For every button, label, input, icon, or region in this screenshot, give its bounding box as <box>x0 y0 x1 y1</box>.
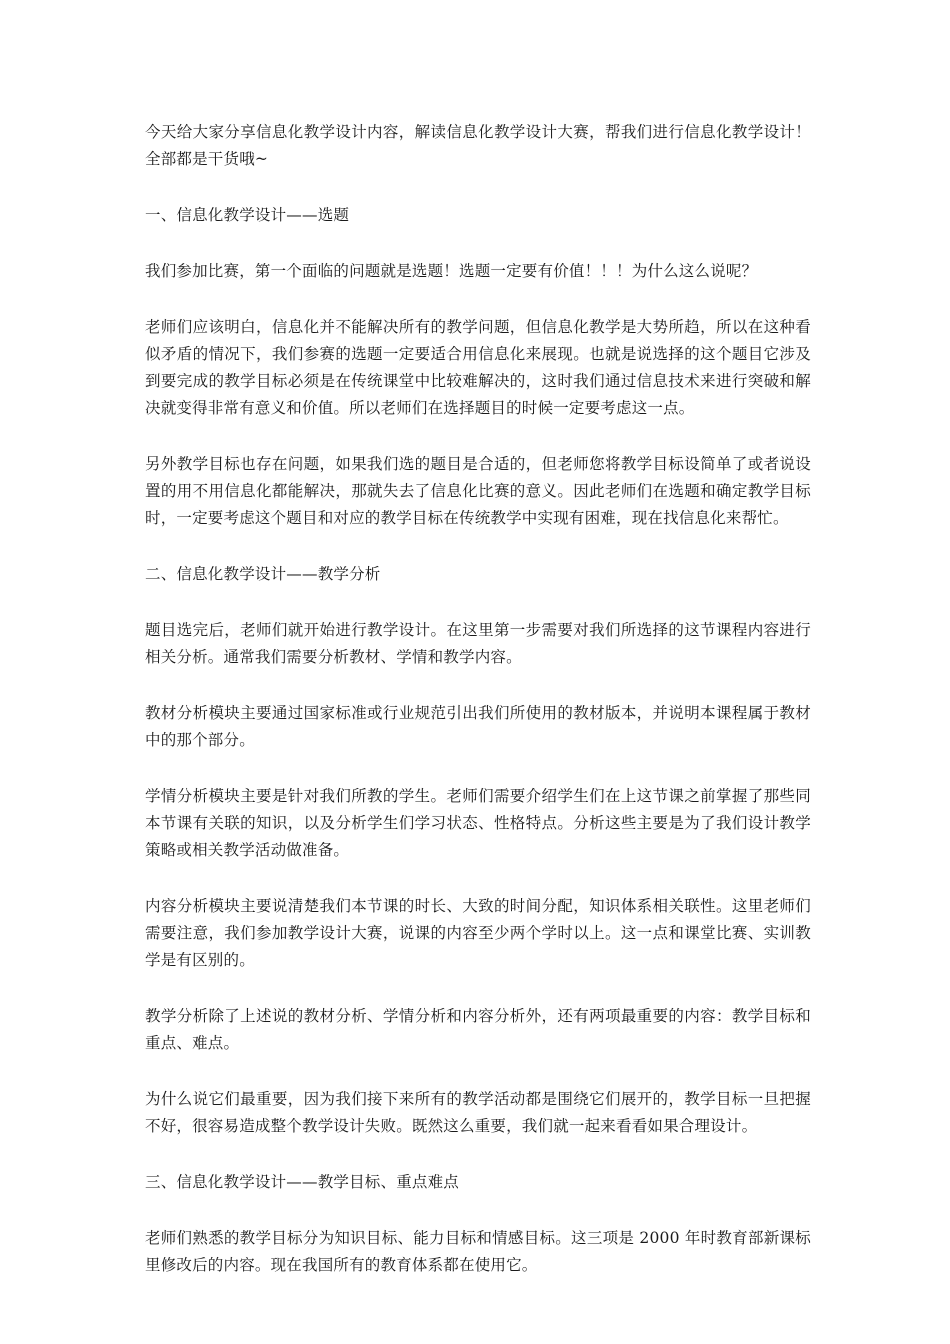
section-1-paragraph: 老师们应该明白，信息化并不能解决所有的教学问题，但信息化教学是大势所趋，所以在这种看似矛盾的情况下，我们参赛的选题一定要适合用信息化来展现。也就是说选择的这个题目它涉及到要完成的教学目标必须是在传统课堂中比较难解决的，这时我们通过信息技术来进行突破和解决就变得非常有意义和价值。所以老师们在选择题目的时候一定要考虑这一点。 <box>145 318 811 417</box>
section-2-paragraph: 教材分析模块主要通过国家标准或行业规范引出我们所使用的教材版本，并说明本课程属于教材中的那个部分。 <box>145 704 811 749</box>
section-2-paragraph: 教学分析除了上述说的教材分析、学情分析和内容分析外，还有两项最重要的内容：教学目标和重点、难点。 <box>145 1007 811 1052</box>
section-3-paragraph: 老师们熟悉的教学目标分为知识目标、能力目标和情感目标。这三项是 2000 年时教育部新课标里修改后的内容。现在我国所有的教育体系都在使用它。 <box>145 1229 811 1274</box>
intro-paragraph: 今天给大家分享信息化教学设计内容，解读信息化教学设计大赛，帮我们进行信息化教学设计！全部都是干货哦~ <box>145 123 811 168</box>
section-3-heading: 三、信息化教学设计——教学目标、重点难点 <box>145 1173 460 1191</box>
section-2-paragraph: 学情分析模块主要是针对我们所教的学生。老师们需要介绍学生们在上这节课之前掌握了那些同本节课有关联的知识，以及分析学生们学习状态、性格特点。分析这些主要是为了我们设计教学策略或相关教学活动做准备。 <box>145 787 811 859</box>
section-2-paragraph: 为什么说它们最重要，因为我们接下来所有的教学活动都是围绕它们展开的，教学目标一旦把握不好，很容易造成整个教学设计失败。既然这么重要，我们就一起来看看如果合理设计。 <box>145 1090 811 1135</box>
section-1-paragraph: 我们参加比赛，第一个面临的问题就是选题！选题一定要有价值！！！为什么这么说呢？ <box>145 262 758 280</box>
document-body <box>145 119 811 1308</box>
section-2-heading: 二、信息化教学设计——教学分析 <box>145 565 381 583</box>
section-2-paragraph: 题目选完后，老师们就开始进行教学设计。在这里第一步需要对我们所选择的这节课程内容进行相关分析。通常我们需要分析教材、学情和教学内容。 <box>145 621 811 666</box>
section-1-paragraph: 另外教学目标也存在问题，如果我们选的题目是合适的，但老师您将教学目标设简单了或者说设置的用不用信息化都能解决，那就失去了信息化比赛的意义。因此老师们在选题和确定教学目标时，一定要考虑这个题目和对应的教学目标在传统教学中实现有困难，现在找信息化来帮忙。 <box>145 455 811 527</box>
section-1-heading: 一、信息化教学设计——选题 <box>145 206 350 224</box>
section-2-paragraph: 内容分析模块主要说清楚我们本节课的时长、大致的时间分配，知识体系相关联性。这里老师们需要注意，我们参加教学设计大赛，说课的内容至少两个学时以上。这一点和课堂比赛、实训教学是有区别的。 <box>145 897 811 969</box>
